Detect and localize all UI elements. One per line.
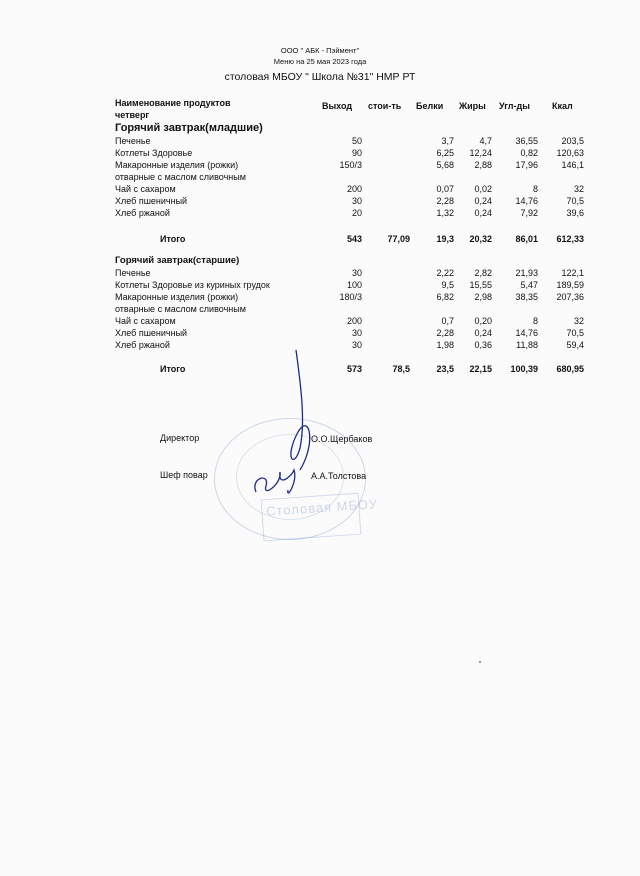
speck-dot [479, 661, 481, 663]
item-carbs: 11,88 [516, 340, 538, 350]
item-name: Макаронные изделия (рожки) [115, 292, 239, 302]
item-carbs: 38,35 [515, 292, 538, 302]
item-name: Печенье [115, 268, 151, 278]
item-kcal: 120,63 [556, 148, 584, 158]
item-name: Чай с сахаром [115, 316, 176, 326]
total-label: Итого [160, 234, 186, 244]
total-protein: 23,5 [436, 364, 454, 374]
item-fat: 4,7 [479, 136, 492, 146]
item-protein: 2,28 [436, 196, 454, 206]
total-kcal: 680,95 [556, 364, 584, 374]
col-name-header: Наименование продуктов [115, 98, 231, 108]
item-protein: 3,7 [441, 136, 454, 146]
total-fat: 22,15 [469, 364, 492, 374]
total-cost: 77,09 [387, 234, 410, 244]
section-title-senior: Горячий завтрак(старшие) [115, 255, 240, 266]
item-carbs: 7,92 [520, 208, 538, 218]
item-kcal: 207,36 [556, 292, 584, 302]
item-carbs: 8 [532, 316, 538, 326]
item-fat: 0,36 [474, 340, 492, 350]
col-cost-header: стои-ть [368, 101, 402, 111]
item-name: отварные с маслом сливочным [115, 172, 246, 182]
item-protein: 9,5 [441, 280, 454, 290]
item-name: Котлеты Здоровье [115, 148, 193, 158]
col-carbs-header: Угл-ды [499, 101, 530, 111]
col-fat-header: Жиры [459, 101, 486, 111]
item-output: 30 [351, 340, 362, 350]
stamp-text: Столовая МБОУ [265, 496, 379, 519]
total-protein: 19,3 [436, 234, 454, 244]
section-title-junior: Горячий завтрак(младшие) [115, 122, 263, 134]
item-carbs: 17,96 [515, 160, 538, 170]
item-fat: 0,02 [474, 184, 492, 194]
item-protein: 1,32 [436, 208, 454, 218]
item-kcal: 189,59 [556, 280, 584, 290]
item-fat: 2,82 [474, 268, 492, 278]
menu-date: Меню на 25 мая 2023 года [273, 57, 367, 66]
item-protein: 6,25 [436, 148, 454, 158]
total-label: Итого [160, 364, 186, 374]
item-output: 180/3 [339, 292, 362, 302]
item-protein: 2,28 [436, 328, 454, 338]
item-output: 200 [346, 184, 362, 194]
item-fat: 0,20 [474, 316, 492, 326]
item-name: отварные с маслом сливочным [115, 304, 246, 314]
org-name: ООО " АБК - Пэймент" [280, 46, 360, 55]
item-kcal: 70,5 [566, 328, 584, 338]
item-output: 200 [346, 316, 362, 326]
item-output: 30 [351, 328, 362, 338]
item-kcal: 70,5 [566, 196, 584, 206]
col-output-header: Выход [322, 101, 353, 111]
total-output: 573 [346, 364, 362, 374]
total-kcal: 612,33 [556, 234, 584, 244]
item-protein: 0,07 [436, 184, 454, 194]
director-name: О.О.Щербаков [311, 434, 373, 444]
item-kcal: 122,1 [561, 268, 584, 278]
item-protein: 6,82 [436, 292, 454, 302]
total-output: 543 [346, 234, 362, 244]
item-fat: 12,24 [469, 148, 492, 158]
item-kcal: 59,4 [566, 340, 584, 350]
total-carbs: 86,01 [515, 234, 538, 244]
item-output: 100 [346, 280, 362, 290]
col-protein-header: Белки [416, 101, 444, 111]
item-output: 30 [351, 268, 362, 278]
director-signature [291, 350, 310, 470]
chef-signature [255, 470, 295, 493]
total-carbs: 100,39 [510, 364, 538, 374]
item-kcal: 146,1 [561, 160, 584, 170]
item-name: Хлеб пшеничный [115, 328, 188, 338]
item-kcal: 32 [573, 184, 584, 194]
chef-name: А.А.Толстова [311, 471, 367, 481]
item-name: Котлеты Здоровье из куриных грудок [115, 280, 270, 290]
total-cost: 78,5 [392, 364, 410, 374]
item-carbs: 14,76 [515, 196, 538, 206]
item-carbs: 0,82 [520, 148, 538, 158]
item-carbs: 14,76 [515, 328, 538, 338]
item-kcal: 203,5 [561, 136, 584, 146]
item-output: 20 [351, 208, 362, 218]
item-name: Макаронные изделия (рожки) [115, 160, 239, 170]
item-protein: 5,68 [436, 160, 454, 170]
item-name: Печенье [115, 136, 151, 146]
item-output: 50 [351, 136, 362, 146]
item-kcal: 32 [573, 316, 584, 326]
canteen-name: столовая МБОУ " Школа №31" НМР РТ [224, 71, 416, 83]
director-label: Директор [160, 433, 200, 443]
item-protein: 1,98 [436, 340, 454, 350]
chef-label: Шеф повар [160, 470, 208, 480]
item-kcal: 39,6 [566, 208, 584, 218]
item-output: 90 [351, 148, 362, 158]
item-protein: 2,22 [436, 268, 454, 278]
item-name: Чай с сахаром [115, 184, 176, 194]
item-carbs: 21,93 [515, 268, 538, 278]
col-kcal-header: Ккал [552, 101, 573, 111]
item-name: Хлеб ржаной [115, 340, 170, 350]
item-output: 150/3 [339, 160, 362, 170]
total-fat: 20,32 [469, 234, 492, 244]
item-fat: 0,24 [474, 328, 492, 338]
item-fat: 15,55 [469, 280, 492, 290]
item-carbs: 36,55 [515, 136, 538, 146]
item-fat: 2,98 [474, 292, 492, 302]
item-carbs: 5,47 [520, 280, 538, 290]
item-fat: 0,24 [474, 208, 492, 218]
item-name: Хлеб пшеничный [115, 196, 188, 206]
item-fat: 2,88 [474, 160, 492, 170]
item-fat: 0,24 [474, 196, 492, 206]
day-label: четверг [115, 110, 150, 120]
item-carbs: 8 [532, 184, 538, 194]
item-protein: 0,7 [441, 316, 454, 326]
item-name: Хлеб ржаной [115, 208, 170, 218]
item-output: 30 [351, 196, 362, 206]
